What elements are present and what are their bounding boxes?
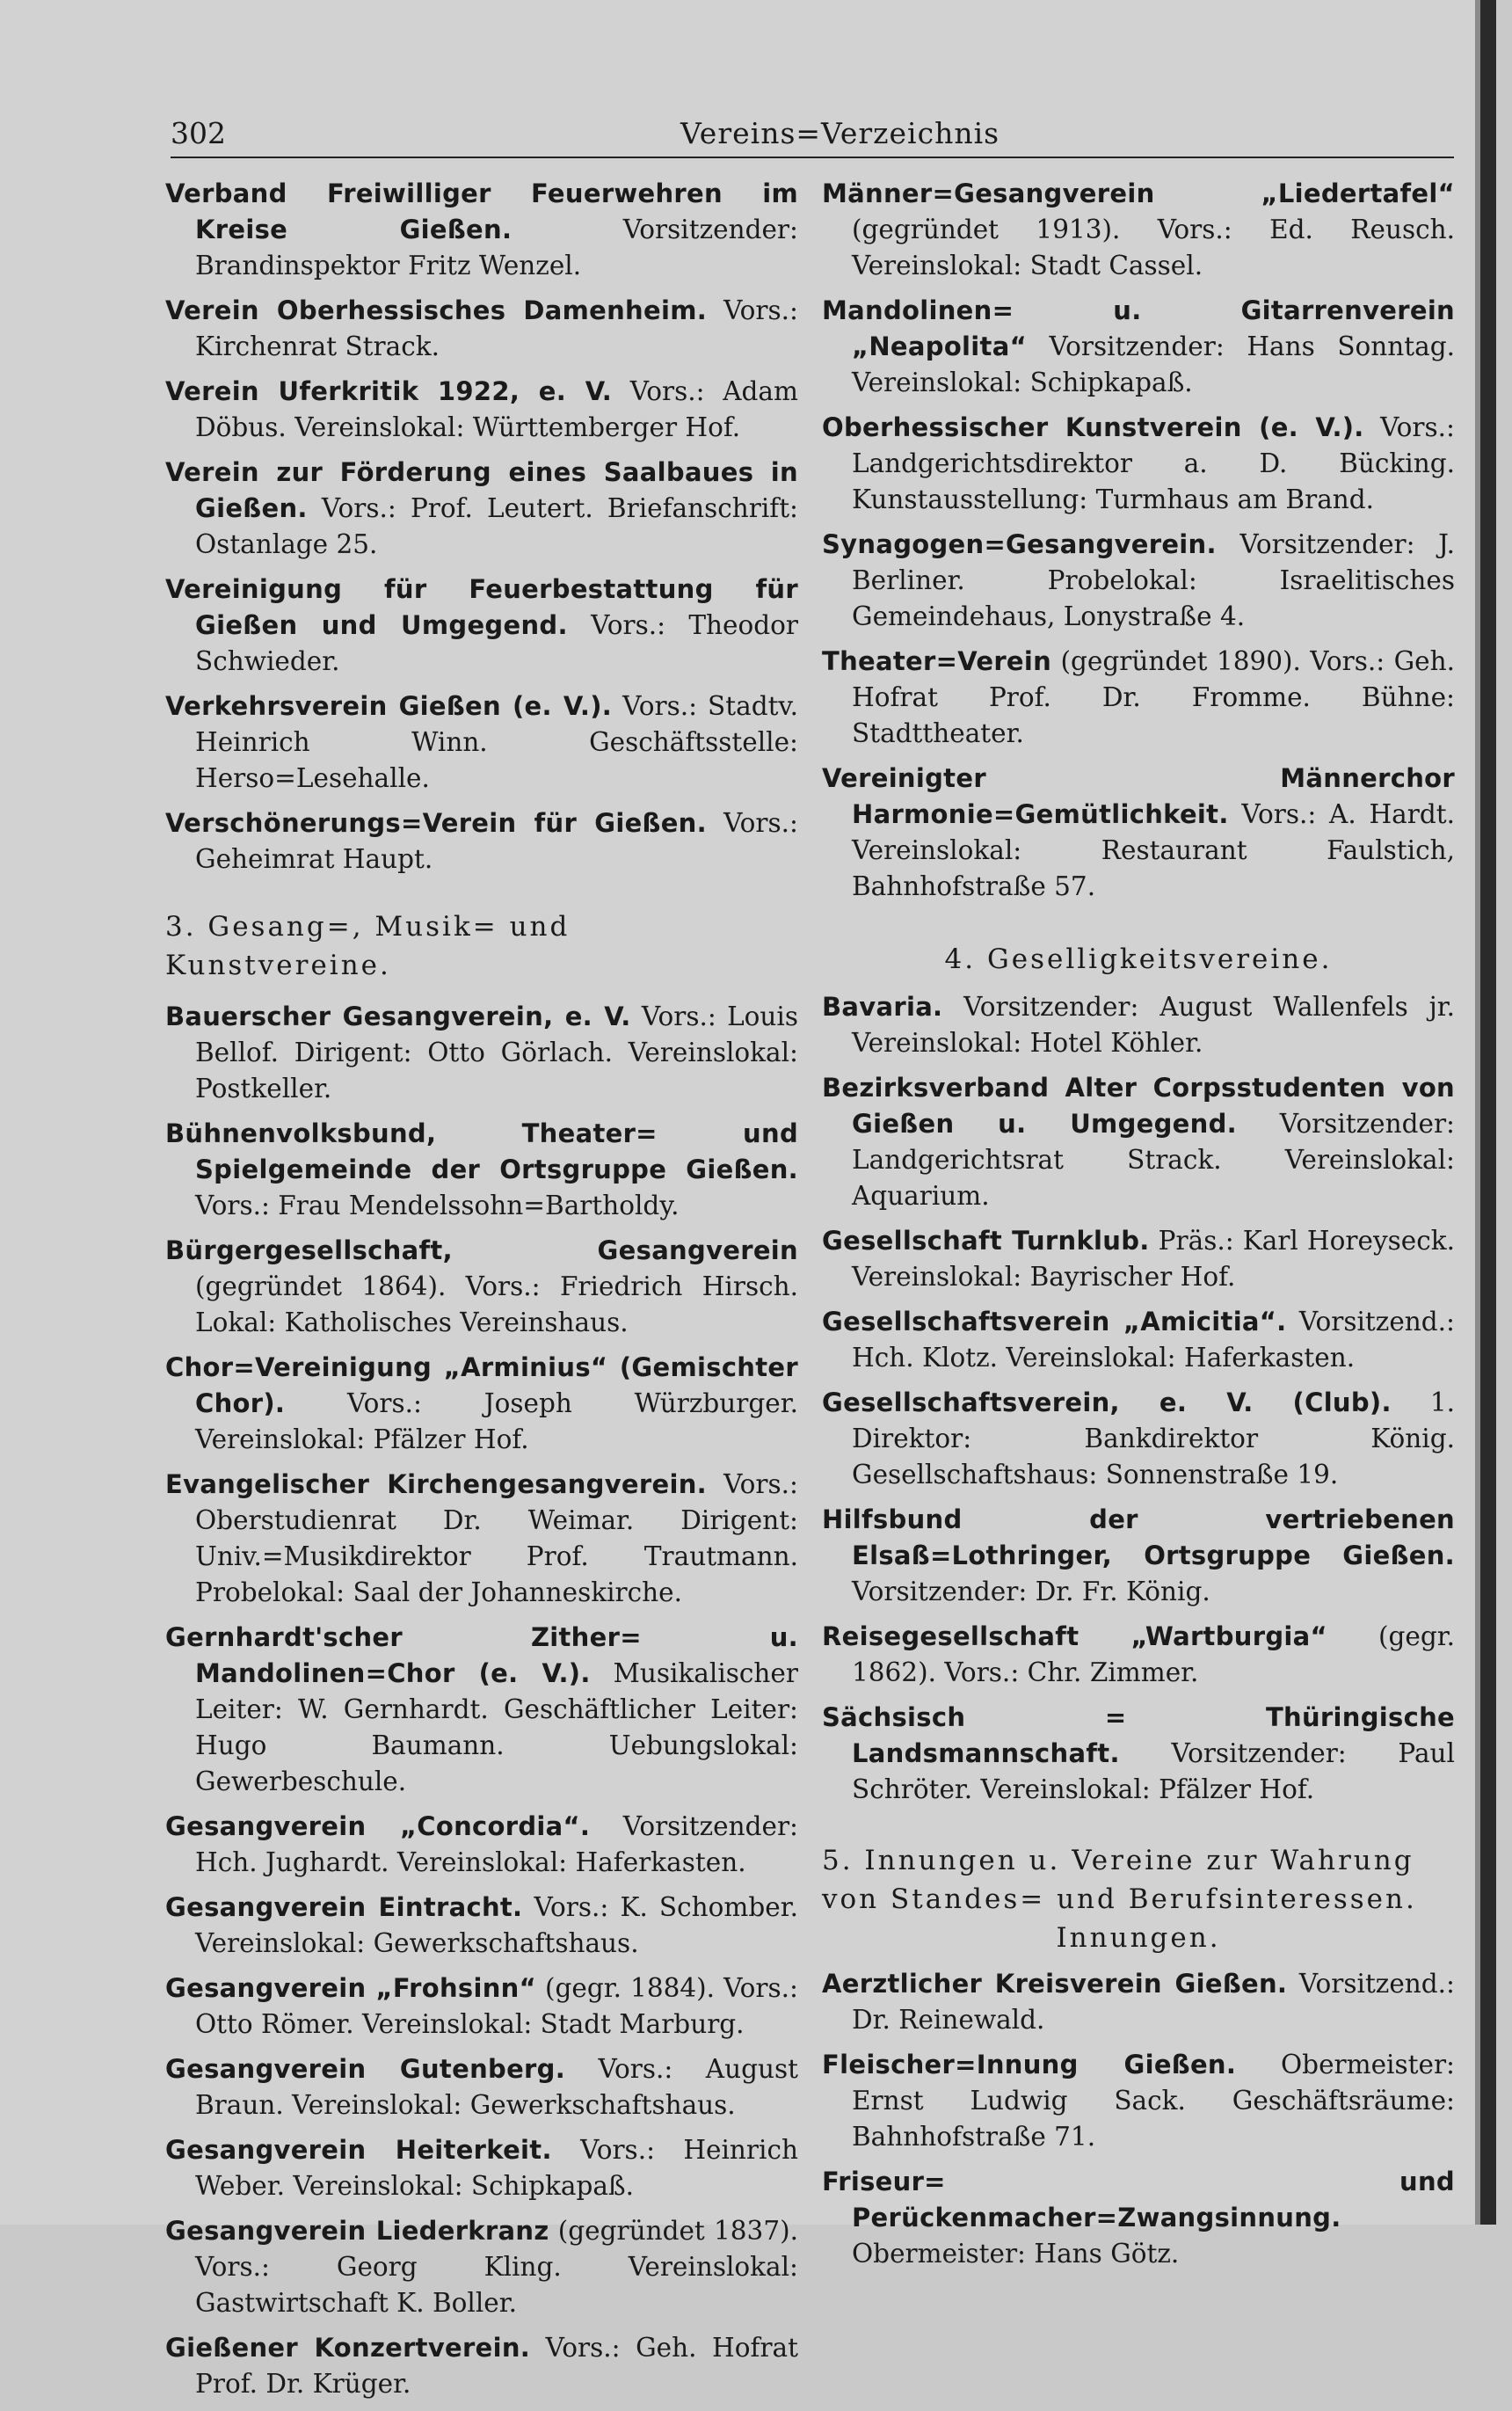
entry-text: Vors.: Joseph Würzburger. Vereinslokal: Pfälzer Hof. <box>195 1388 798 1454</box>
entry-text: Vorsitzender: Hch. Jughardt. Vereinslokal: Haferkasten. <box>195 1811 798 1877</box>
page-edge <box>1480 0 1496 2225</box>
entry-text: Vors.: Prof. Leutert. Briefanschrift: Ostanlage 25. <box>195 493 798 559</box>
entry-name: Bürgergesellschaft, Gesangverein <box>165 1235 798 1265</box>
entry-name: Männer=Gesangverein „Liedertafel“ <box>822 178 1455 208</box>
directory-entry <box>165 1620 798 1800</box>
entry-text: Vorsitzender: August Wallenfels jr. Vereinslokal: Hotel Köhler. <box>852 992 1455 1058</box>
entry-name: Fleischer=Innung Gießen. <box>822 2050 1237 2080</box>
entry-name: Gießener Konzertverein. <box>165 2333 531 2363</box>
entry-name: Verschönerungs=Verein für Gießen. <box>165 808 707 838</box>
directory-entry <box>165 176 798 284</box>
entry-text: Vors.: Geheimrat Haupt. <box>195 808 798 874</box>
directory-entry <box>165 2330 798 2402</box>
entry-text: Musikalischer Leiter: W. Gernhardt. Geschäftlicher Leiter: Hugo Baumann. Uebungslokal: Gewerbeschule. <box>195 1658 798 1796</box>
directory-entry <box>822 1619 1455 1691</box>
entry-name: Gesangverein „Concordia“. <box>165 1811 591 1841</box>
directory-entry <box>822 1304 1455 1376</box>
section-subtitle-innungen: Innungen. <box>1056 1922 1221 1954</box>
entry-text: Obermeister: Hans Götz. <box>852 2239 1180 2269</box>
left-column <box>165 176 798 2411</box>
directory-entry <box>822 1070 1455 1214</box>
directory-entry <box>822 527 1455 635</box>
entry-name: Gesellschaftsverein, e. V. (Club). <box>822 1388 1392 1417</box>
left-entries-a <box>165 176 798 878</box>
section-title-5-line1: 5. Innungen u. Vereine zur Wahrung <box>822 1845 1414 1876</box>
entry-text: Vors.: Theodor Schwieder. <box>195 610 798 676</box>
directory-entry <box>165 1467 798 1611</box>
entry-name: Mandolinen= u. Gitarrenverein „Neapolita“ <box>822 295 1455 361</box>
directory-entry <box>165 688 798 797</box>
directory-entry <box>822 1502 1455 1610</box>
entry-text: Vors.: K. Schomber. Vereinslokal: Gewerkschaftshaus. <box>195 1892 798 1958</box>
entry-text: (gegr. 1862). Vors.: Chr. Zimmer. <box>852 1621 1455 1687</box>
entry-name: Reisegesellschaft „Wartburgia“ <box>822 1621 1327 1651</box>
entry-text: (gegründet 1864). Vors.: Friedrich Hirsch. Lokal: Katholisches Vereinshaus. <box>195 1271 798 1337</box>
entry-text: Vors.: Stadtv. Heinrich Winn. Geschäftsstelle: Herso=Lesehalle. <box>195 691 798 793</box>
entry-text: Vors.: Heinrich Weber. Vereinslokal: Schipkapaß. <box>195 2135 798 2201</box>
entry-name: Verband Freiwilliger Feuerwehren im Kreise Gießen. <box>165 178 798 244</box>
entry-name: Bühnenvolksbund, Theater= und Spielgemeinde der Ortsgruppe Gießen. <box>165 1118 798 1184</box>
entry-name: Verein Oberhessisches Damenheim. <box>165 295 708 325</box>
entry-text: Vors.: Adam Döbus. Vereinslokal: Württemberger Hof. <box>195 376 798 442</box>
directory-entry <box>165 2213 798 2321</box>
entry-text: Vors.: Oberstudienrat Dr. Weimar. Dirigent: Univ.=Musikdirektor Prof. Trautmann. Probelokal: Saal der Johanneskirche. <box>195 1469 798 1607</box>
entry-name: Gesangverein Heiterkeit. <box>165 2135 552 2165</box>
entry-text: Präs.: Karl Horeyseck. Vereinslokal: Bayrischer Hof. <box>852 1226 1455 1292</box>
entry-name: Gesellschaftsverein „Amicitia“. <box>822 1307 1287 1337</box>
entry-name: Gesellschaft Turnklub. <box>822 1226 1150 1256</box>
page-number: 302 <box>171 116 226 150</box>
directory-entry <box>822 176 1455 284</box>
entry-text: Vors.: A. Hardt. Vereinslokal: Restaurant Faulstich, Bahnhofstraße 57. <box>852 799 1455 901</box>
entry-text: Vors.: Frau Mendelssohn=Bartholdy. <box>195 1191 680 1220</box>
entry-name: Vereinigung für Feuerbestattung für Gießen und Umgegend. <box>165 574 798 640</box>
directory-entry <box>165 572 798 680</box>
entry-name: Verein Uferkritik 1922, e. V. <box>165 376 613 406</box>
directory-entry <box>165 1890 798 1962</box>
directory-entry <box>822 1700 1455 1808</box>
directory-entry <box>822 1966 1455 2038</box>
directory-entry <box>165 1809 798 1881</box>
directory-entry <box>165 293 798 365</box>
entry-text: Vorsitzender: Landgerichtsrat Strack. Vereinslokal: Aquarium. <box>852 1109 1455 1211</box>
entry-text: Vorsitzender: Paul Schröter. Vereinslokal: Pfälzer Hof. <box>852 1738 1455 1804</box>
page-header <box>171 113 1454 158</box>
entry-name: Gesangverein Eintracht. <box>165 1892 523 1922</box>
entry-name: Vereinigter Männerchor Harmonie=Gemütlichkeit. <box>822 763 1455 829</box>
entry-name: Theater=Verein <box>822 646 1052 676</box>
directory-entry <box>165 2051 798 2123</box>
directory-entry <box>165 1350 798 1458</box>
entry-text: (gegr. 1884). Vors.: Otto Römer. Vereinslokal: Stadt Marburg. <box>195 1973 798 2039</box>
entry-text: Vors.: Kirchenrat Strack. <box>195 295 798 361</box>
entry-text: (gegründet 1913). Vors.: Ed. Reusch. Vereinslokal: Stadt Cassel. <box>852 215 1455 280</box>
entry-text: Vorsitzender: Dr. Fr. König. <box>852 1577 1210 1606</box>
right-entries-a <box>822 176 1455 905</box>
entry-name: Friseur= und Perückenmacher=Zwangsinnung. <box>822 2167 1455 2233</box>
running-title: Vereins=Verzeichnis <box>680 116 1000 150</box>
directory-entry <box>822 1385 1455 1493</box>
right-column <box>822 176 1455 2281</box>
entry-text: Vors.: Landgerichtsdirektor a. D. Bücking. Kunstausstellung: Turmhaus am Brand. <box>852 412 1455 514</box>
directory-entry <box>822 989 1455 1061</box>
entry-name: Evangelischer Kirchengesangverein. <box>165 1469 707 1499</box>
entry-name: Aerztlicher Kreisverein Gießen. <box>822 1969 1288 1999</box>
section-title-5-line2: von Standes= und Berufsinteressen. <box>822 1883 1417 1915</box>
directory-entry <box>165 1970 798 2043</box>
entry-text: Vorsitzender: J. Berliner. Probelokal: Israelitisches Gemeindehaus, Lonystraße 4. <box>852 529 1455 631</box>
section-title-3: 3. Gesang=, Musik= und Kunstvereine. <box>165 911 571 981</box>
directory-entry <box>165 1116 798 1224</box>
entry-text: (gegründet 1837). Vors.: Georg Kling. Vereinslokal: Gastwirtschaft K. Boller. <box>195 2216 798 2318</box>
entry-name: Synagogen=Gesangverein. <box>822 529 1217 559</box>
right-entries-b <box>822 989 1455 1808</box>
entry-text: Vorsitzender: Hans Sonntag. Vereinslokal: Schipkapaß. <box>852 331 1455 397</box>
entry-text: Vors.: August Braun. Vereinslokal: Gewerkschaftshaus. <box>195 2054 798 2120</box>
entry-text: 1. Direktor: Bankdirektor König. Gesellschaftshaus: Sonnenstraße 19. <box>852 1388 1455 1490</box>
right-entries-c <box>822 1966 1455 2272</box>
entry-name: Hilfsbund der vertriebenen Elsaß=Lothringer, Ortsgruppe Gießen. <box>822 1504 1455 1570</box>
directory-entry <box>822 2164 1455 2272</box>
directory-entry <box>165 455 798 563</box>
left-entries-b <box>165 999 798 2402</box>
directory-entry <box>822 761 1455 905</box>
entry-name: Bezirksverband Alter Corpsstudenten von Gießen u. Umgegend. <box>822 1073 1455 1139</box>
directory-entry <box>165 805 798 878</box>
entry-name: Verkehrsverein Gießen (e. V.). <box>165 691 613 721</box>
entry-text: (gegründet 1890). Vors.: Geh. Hofrat Prof. Dr. Fromme. Bühne: Stadttheater. <box>852 646 1455 748</box>
entry-name: Sächsisch = Thüringische Landsmannschaft. <box>822 1702 1455 1768</box>
entry-text: Vors.: Geh. Hofrat Prof. Dr. Krüger. <box>195 2333 798 2399</box>
entry-text: Obermeister: Ernst Ludwig Sack. Geschäftsräume: Bahnhofstraße 71. <box>852 2050 1455 2152</box>
directory-entry <box>822 293 1455 401</box>
entry-name: Gesangverein Liederkranz <box>165 2216 549 2246</box>
directory-entry <box>165 1233 798 1341</box>
directory-entry <box>165 999 798 1107</box>
entry-text: Vors.: Louis Bellof. Dirigent: Otto Görlach. Vereinslokal: Postkeller. <box>195 1002 799 1104</box>
entry-name: Oberhessischer Kunstverein (e. V.). <box>822 412 1364 442</box>
entry-text: Vorsitzender: Brandinspektor Fritz Wenzel. <box>195 215 798 280</box>
entry-name: Gesangverein „Frohsinn“ <box>165 1973 536 2003</box>
directory-entry <box>822 2047 1455 2155</box>
directory-entry <box>822 1223 1455 1295</box>
entry-name: Bauerscher Gesangverein, e. V. <box>165 1002 631 1031</box>
directory-entry <box>822 410 1455 518</box>
entry-text: Vorsitzend.: Dr. Reinewald. <box>852 1969 1455 2035</box>
entry-text: Vorsitzend.: Hch. Klotz. Vereinslokal: Haferkasten. <box>852 1307 1455 1373</box>
entry-name: Verein zur Förderung eines Saalbaues in Gießen. <box>165 457 798 523</box>
entry-name: Gesangverein Gutenberg. <box>165 2054 566 2084</box>
entry-name: Chor=Vereinigung „Arminius“ (Gemischter Chor). <box>165 1352 798 1418</box>
entry-name: Gernhardt'scher Zither= u. Mandolinen=Chor (e. V.). <box>165 1622 798 1688</box>
section-title-4: 4. Geselligkeitsvereine. <box>944 943 1333 975</box>
directory-entry <box>822 644 1455 752</box>
directory-entry <box>165 374 798 446</box>
directory-entry <box>165 2132 798 2204</box>
entry-name: Bavaria. <box>822 992 943 1022</box>
